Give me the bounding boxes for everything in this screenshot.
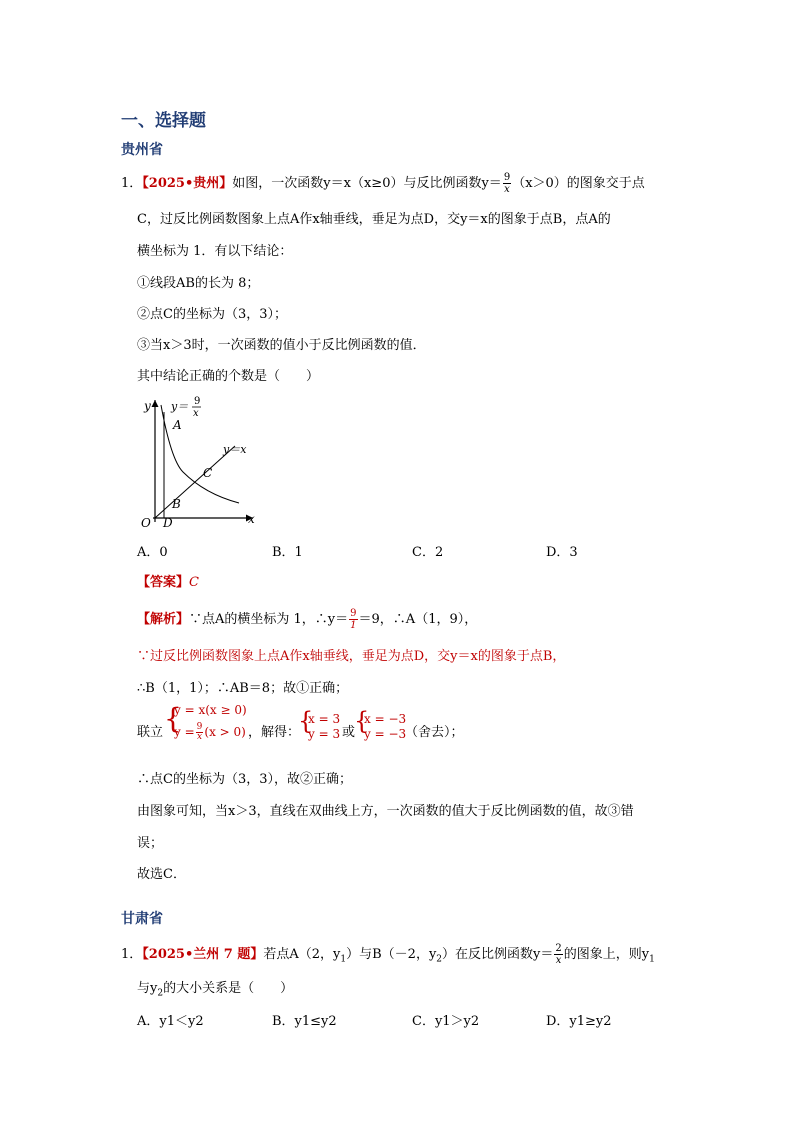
brace: { [354,707,370,735]
question-2-line-2: 与$y_2$的大小关系是（ ） [137,981,294,999]
analysis-text: ＝9，∴A（1，9）， [358,612,478,627]
analysis-line-5: ∴点C的坐标为（3，3），故②正确； [137,772,352,787]
statement-2: ②点C的坐标为（3，3）； [137,307,287,322]
y-axis-label: y [144,399,151,413]
solution-2-row-2: y = −3 [364,727,407,741]
analysis-line-4-suffix: （舍去）； [405,725,464,740]
question-1-line-1 [121,172,645,195]
question-tag: 【2025•贵州】 [142,176,233,191]
answer-line [137,571,199,590]
analysis-line-7: 误； [137,836,164,851]
system-row-1: y = x(x ≥ 0) [174,703,247,717]
analysis-line-2: ∵过反比例函数图象上点A作x轴垂线，垂足为点D，交y＝x的图象于点B， [137,649,566,664]
option-d: D．y1≥y2 [546,1014,612,1029]
question-2-line-1: 1．【2025•兰州 7 题】若点A（2，$y_1$）与B（－2，$y_2$）在反比例函数y＝ $\frac{2}{x}$ 的图象上，则$y_1$ [121,943,655,966]
point-b-label: B [172,497,181,511]
brace: { [298,707,314,735]
question-1-line-3: 横坐标为 1．有以下结论： [137,244,293,259]
option-d: D．3 [546,545,578,560]
fraction: $\frac{9}{1}$ [350,608,357,631]
question-text: y＝x（x≥0）与反比例函数y＝ [323,176,502,191]
analysis-line-6: 由图象可知，当x＞3，直线在双曲线上方，一次函数的值大于反比例函数的值，故③错 [137,804,634,819]
option-a: A．0 [137,545,168,560]
analysis-line-8: 故选C． [137,867,186,882]
fraction: $\frac{2}{x}$ [555,943,562,966]
solution-2-row-1: x = −3 [364,712,407,726]
province-heading: 贵州省 [121,142,163,158]
question-tag: 【2025•兰州 7 题】 [142,947,264,962]
origin-label: O [141,516,151,530]
line-label: y＝x [223,443,247,456]
analysis-tag: 【解析】 [137,612,190,627]
question-text: （x＞0）的图象交于点 [512,176,645,191]
analysis-line-4-solve: ，解得： [248,725,301,740]
point-a-label: A [173,418,182,432]
question-number: 1． [121,947,143,962]
function-graph [135,390,265,532]
system-row-2: y = $\frac{9}{x}$ (x > 0) [174,722,246,742]
analysis-line-1 [137,608,477,631]
solution-1-row-2: y = 3 [308,727,341,741]
question-prompt: 其中结论正确的个数是（ ） [137,369,320,384]
option-b: B．y1≤y2 [272,1014,337,1029]
option-c: C．y1＞y2 [412,1014,480,1029]
option-b: B．1 [272,545,303,560]
question-text: 如图，一次函数 [232,176,324,191]
answer-tag: 【答案】 [137,575,190,590]
analysis-line-3: ∴B（1，1）；∴AB＝8；故①正确； [137,681,349,696]
curve-label-numerator: 9 [194,396,201,407]
question-1-line-2: C，过反比例函数图象上点A作x轴垂线，垂足为点D，交y＝x的图象于点B，点A的 [137,212,611,227]
point-c-label: C [203,466,213,480]
option-a: A．y1＜y2 [137,1014,204,1029]
province-heading: 甘肃省 [121,911,163,927]
solution-1-row-1: x = 3 [308,712,341,726]
curve-label: y＝ [171,400,189,413]
x-axis-label: x [248,512,255,526]
option-c: C．2 [412,545,444,560]
fraction: $\frac{9}{x}$ [503,172,511,195]
analysis-text: ∵点A的横坐标为 1，∴y＝ [189,612,349,627]
statement-1: ①线段AB的长为 8； [137,276,260,291]
brace: { [164,702,182,735]
statement-3: ③当x＞3时，一次函数的值小于反比例函数的值． [137,338,426,353]
section-title: 一、选择题 [121,111,206,131]
curve-label-denominator: x [193,408,199,419]
answer-value: C [189,575,199,590]
or-text: 或 [342,725,356,740]
point-d-label: D [163,516,173,530]
analysis-line-4-prefix: 联立 [137,725,164,740]
question-number: 1． [121,176,143,191]
